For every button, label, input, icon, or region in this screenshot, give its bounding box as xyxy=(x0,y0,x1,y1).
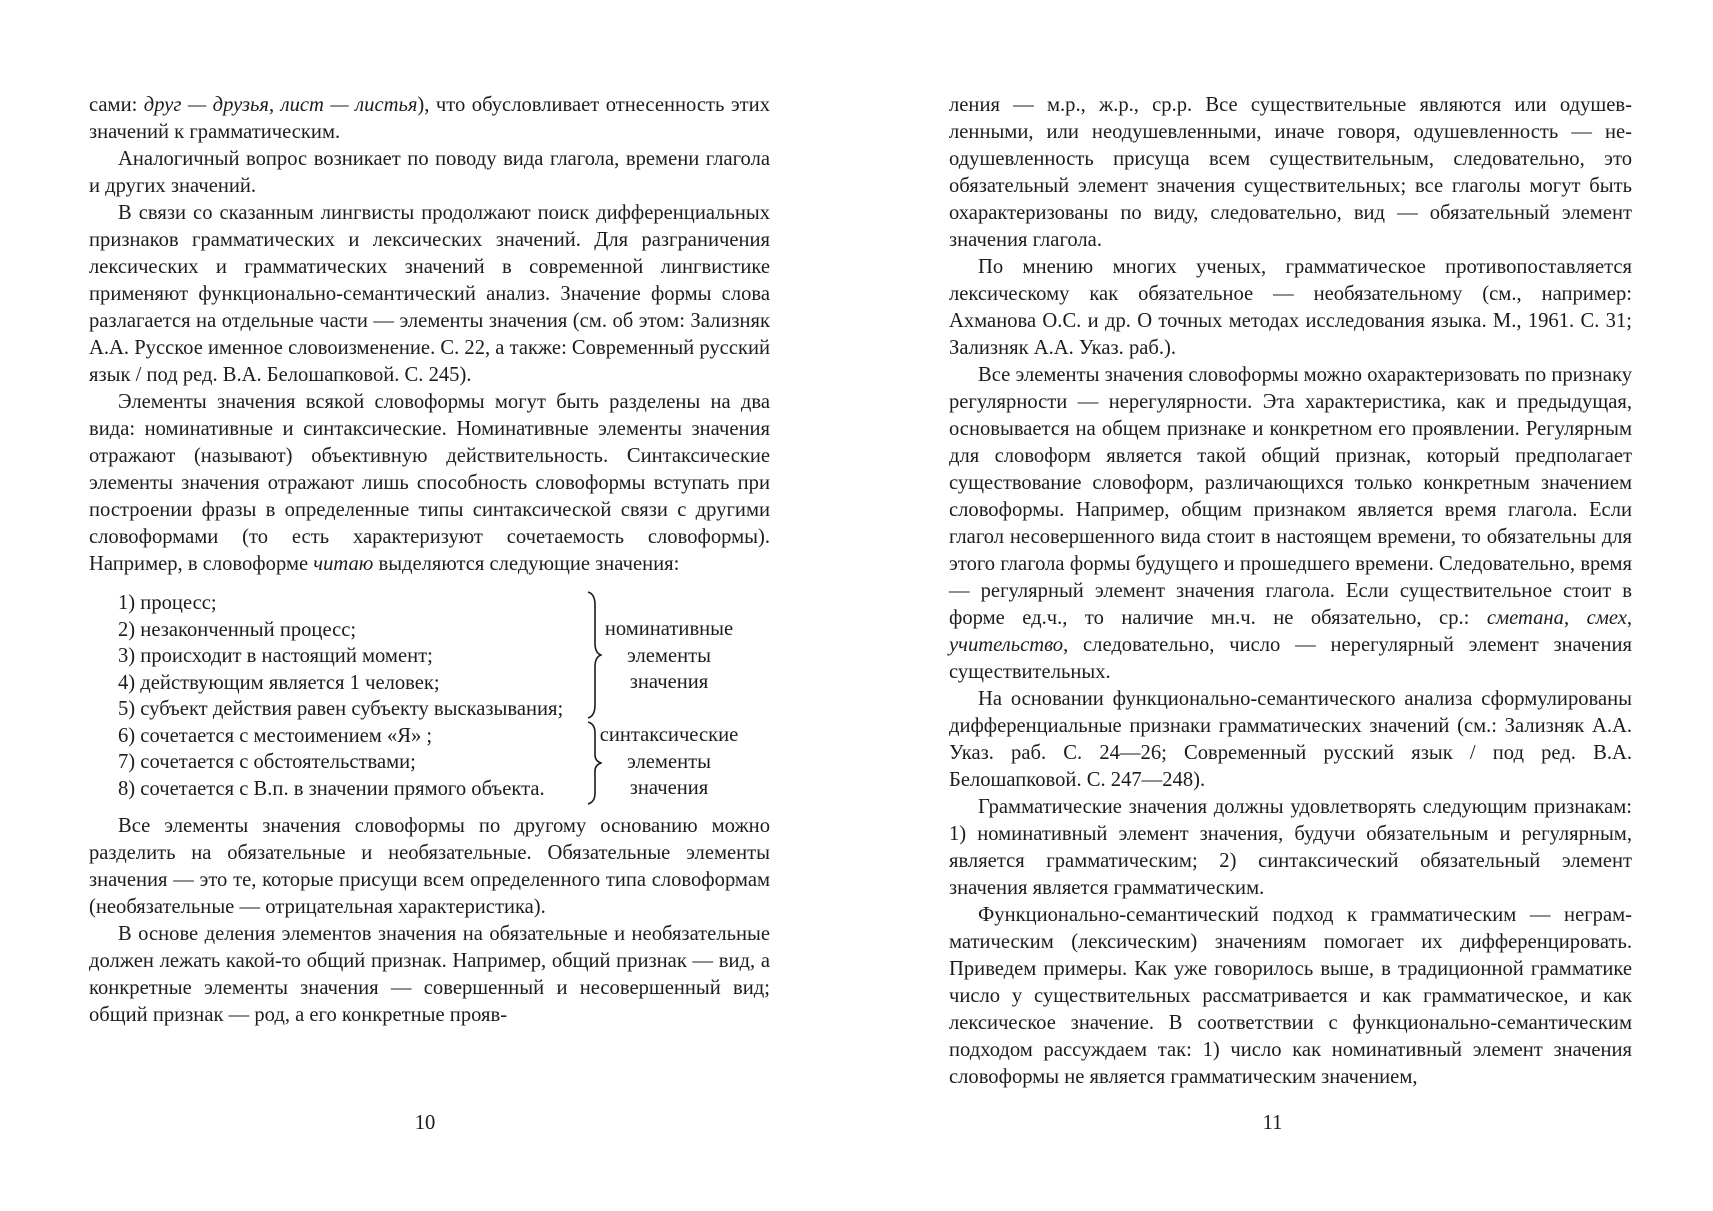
list-item: 8) сочетается с В.п. в значении прямого объекта. xyxy=(118,777,545,800)
text-run: Элементы значения всякой словоформы могут быть разделены на два вида: номинативные и синтаксические. Номинативные элементы значения отражают (называют) объективную действительность. Синтаксические элементы значения отражают лишь способность словоформы вступать при построении фразы в определенные типы синтаксической связи с другими словоформами (то есть характеризуют сочетаемость словоформы). Например, в словоформе xyxy=(89,391,770,575)
paragraph: Грамматические значения должны удовлетворять следующим признакам: 1) номинативный элемент значения, будучи обязательным и регулярным, является грамматическим; 2) синтаксический обязательный элемент значения является грамматическим. xyxy=(949,796,1632,899)
example-word: сметана xyxy=(1486,607,1564,629)
text-run: Все элементы значения словоформы можно охарактеризовать по признаку регулярности — нерегулярности. Эта характеристика, как и предыдущая, основывается на общем признаке и конкретном его проявлении. Регулярным для словоформ является такой общий признак, который предполагает существование словоформ, различающихся только конкретным значением словоформы. Например, общим признаком является время глагола. Если глагол несовершенного вида стоит в настоящем времени, то обязательны для этого глагола формы будущего и прошедшего времени. Следовательно, время — регулярный элемент значения глагола. Если существительное стоит в форме ед.ч., то наличие мн.ч. не обязательно, ср.: xyxy=(949,364,1632,629)
label-line: значения xyxy=(629,671,709,693)
label-line: значения xyxy=(629,777,709,799)
paragraph: В связи со сказанным лингвисты продолжают поиск дифференциальных признаков грамматических и лексических значений. Для разграничения лексических и грамматических значений в современной лингвистике применяют функционально-семантический анализ. Значение формы слова разлагается на отдельные части — элементы значения (см. об этом: Зализняк А.А. Русское именное словоизменение. С. 22, а также: Современный русский язык / под ред. В.А. Белошапковой. С. 245). xyxy=(89,202,771,386)
text-run: ), что обусловливает отнесенность этих значений к грамматическим. xyxy=(89,94,770,143)
example-word: учительство xyxy=(949,634,1064,656)
text-run: , xyxy=(1563,607,1587,629)
right-page-body xyxy=(949,92,1632,1091)
left-page xyxy=(0,0,856,1211)
syntactic-label xyxy=(599,722,739,802)
nominative-label xyxy=(599,616,739,696)
list-item: 1) процесс; xyxy=(118,592,217,614)
text-run: выделяются следующие значения: xyxy=(373,553,680,575)
meaning-elements-list xyxy=(89,590,770,806)
text-run: , следовательно, число — нерегулярный элемент значения существительных. xyxy=(949,634,1632,683)
paragraph: Аналогичный вопрос возникает по поводу вида глагола, времени глагола и других значений. xyxy=(89,148,770,197)
list-item: 6) сочетается с местоимением «Я» ; xyxy=(118,724,433,747)
paragraph: ления — м.р., ж.р., ср.р. Все существительные являются или одушевленными, или неодушевленными, иначе говоря, одушевленность — неодушевленность присуща всем существительным, следовательно, это обязательный элемент значения существительных; все глаголы могут быть охарактеризованы по виду, следовательно, вид — обязательный элемент значения глагола. xyxy=(949,94,1632,251)
example-word: лист — листья xyxy=(280,94,418,116)
list-items xyxy=(118,590,564,802)
example-word: читаю xyxy=(313,553,374,575)
paragraph: По мнению многих ученых, грамматическое противопоставляется лексическому как обязательное — необязательному (см., например: Ахманова О.С. и др. О точных методах исследования языка. М., 1961. С. 31; Зализняк А.А. Указ. раб.). xyxy=(949,256,1632,359)
list-item: 2) незаконченный процесс; xyxy=(118,618,357,641)
label-line: синтаксические xyxy=(599,724,739,746)
text-run: сами: xyxy=(89,94,144,116)
example-word: друг — друзья xyxy=(143,94,269,116)
text-run: , xyxy=(268,94,281,116)
list-item: 7) сочетается с обстоятельствами; xyxy=(118,751,416,773)
right-page xyxy=(856,0,1713,1211)
paragraph: Все элементы значения словоформы по другому основанию можно разделить на обязательные и необязательные. Обязательные элементы значения — это те, которые присущи всем определенного типа словоформам (необязательные — отрицательная характеристика). xyxy=(89,815,770,918)
page-number: 11 xyxy=(1262,1112,1283,1134)
label-line: элементы xyxy=(627,750,711,773)
label-line: элементы xyxy=(627,644,711,667)
left-page-body xyxy=(89,92,770,1029)
example-word: смех xyxy=(1586,607,1627,629)
list-item: 3) происходит в настоящий момент; xyxy=(118,645,433,667)
label-line: номинативные xyxy=(604,618,734,640)
list-item: 5) субъект действия равен субъекту высказывания; xyxy=(118,698,564,720)
list-item: 4) действующим является 1 человек; xyxy=(118,671,440,694)
page-number: 10 xyxy=(414,1112,436,1134)
paragraph xyxy=(89,389,770,578)
paragraph: В основе деления элементов значения на обязательные и необязательные должен лежать какой-то общий признак. Например, общий признак — вид, а конкретные элементы значения — совершенный и несовершенный вид; общий признак — род, а его конкретные прояв- xyxy=(89,923,770,1026)
paragraph: Функционально-семантический подход к грамматическим — неграмматическим (лексическим) значениям помогает их дифференцировать. Приведем примеры. Как уже говорилось выше, в традиционной грамматике число у существительных рассматривается и как грамматическое, и как лексическое значение. В соответствии с функционально-семантическим подходом рассуждаем так: 1) число как номинативный элемент значения словоформы не является грамматическим значением, xyxy=(949,904,1632,1088)
text-run: , xyxy=(1626,607,1633,629)
paragraph xyxy=(89,92,770,146)
paragraph xyxy=(949,362,1632,686)
paragraph: На основании функционально-семантического анализа сформулированы дифференциальные признаки грамматических значений (см.: Зализняк А.А. Указ. раб. С. 24—26; Современный русский язык / под ред. В.А. Белошапковой. С. 247—248). xyxy=(949,688,1632,791)
